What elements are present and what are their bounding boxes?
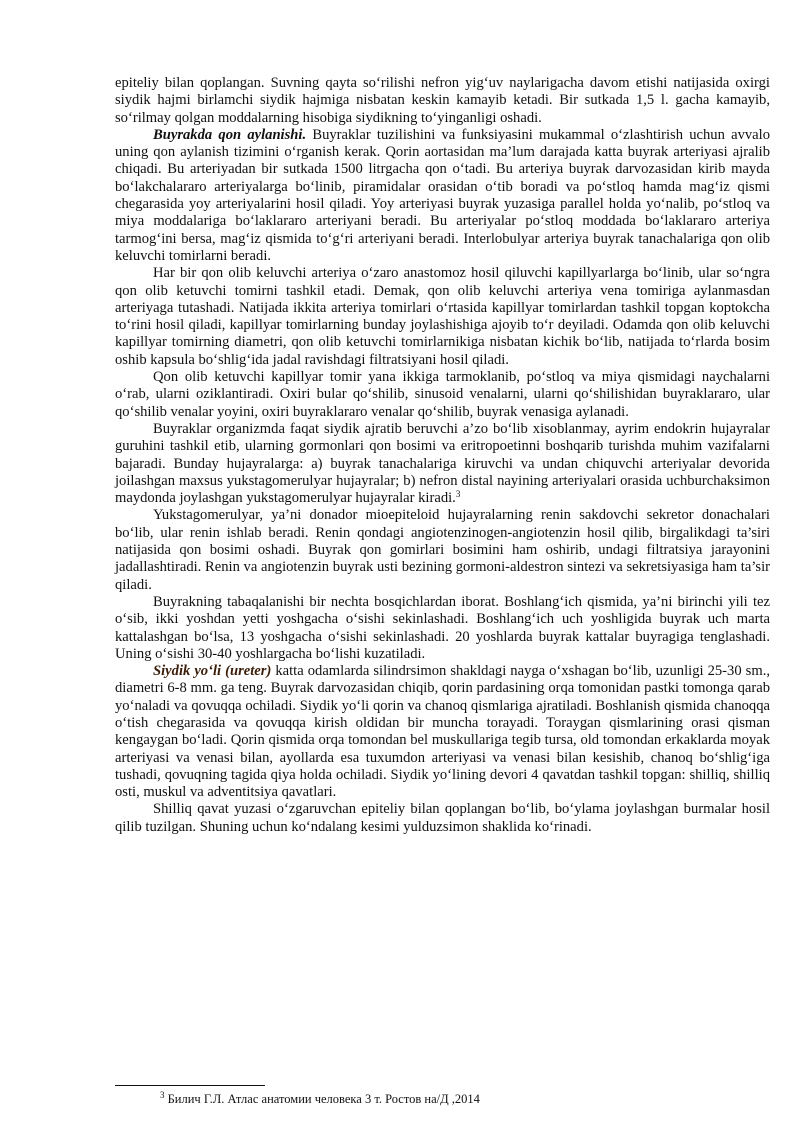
paragraph-5-text: Buyraklar organizmda faqat siydik ajratib beruvchi a’zo bo‘lib xisoblanmay, ayrim endokrin hujayralar guruhini tashkil etib, ularning gormonlari qon bosimi va eritropoetinni boshqarib turishda muhim vazifalarni bajaradi. Bunday hujayralarga: a) buyrak tanachalariga kiruvchi va undan chiquvchi arteriyalar devorida joilashgan maxsus yukstagomerulyar hujayralar; b) nefron distal nayining arteriyalari orasida uchburchaksimon maydonda joylashgan yukstagomerulyar hujayralar kiradi. — [115, 420, 770, 507]
paragraph-9-text: Shilliq qavat yuzasi o‘zgaruvchan epiteliy bilan qoplangan bo‘lib, bo‘ylama joylashgan burmalar hosil qilib tuzilgan. Shuning uchun ko‘ndalang kesimi yulduzsimon shaklida ko‘rinadi. — [115, 801, 770, 835]
footnote-divider — [115, 1085, 265, 1086]
paragraph-6 — [115, 507, 770, 593]
footnote — [160, 1092, 760, 1107]
footnote-text: Билич Г.Л. Атлас анатомии человека 3 т. Ростов на/Д ,2014 — [164, 1092, 480, 1106]
footnote-reference: 3 — [455, 489, 461, 500]
paragraph-7-text: Buyrakning tabaqalanishi bir nechta bosqichlardan iborat. Boshlang‘ich qismida, ya’ni birinchi yili tez o‘sib, ikki yoshdan yetti yoshgacha o‘sishi sekinlashadi. Boshlang‘ich uch yoshligida buyrak uch marta kattalashgan bo‘lsa, 13 yoshgacha o‘sishi sekinlashadi. 20 yoshlarda buyrak kattalar buyragiga tenglashadi. Uning o‘sishi 30-40 yoshlargacha bo‘lishi kuzatiladi. — [115, 593, 770, 662]
section-heading-ureter: Siydik yo‘li (ureter) — [153, 663, 272, 680]
paragraph-3-text: Har bir qon olib keluvchi arteriya o‘zaro anastomoz hosil qiluvchi kapillyarlarga bo‘linib, ular so‘ngra qon olib ketuvchi tomirni tashkil etadi. Demak, qon olib keluvchi arteriya vena tomiriga aylanmasdan arteriyaga tutashadi. Natijada ikkita arteriya tomirlari o‘rtasida kapillyar tomirlardan tashkil topgan koptokcha to‘rini hosil qiladi, kapillyar tomirlarning bunday joylashishiga ajoyib to‘r deyiladi. Odamda qon olib keluvchi kapillyar tomirning diametri, qon olib ketuvchi tomirlarnikiga nisbatan kichik bo‘lib, natijada to‘rlarda bosim oshib kapsula bo‘shlig‘ida jadal ravishdagi filtratsiyani hosil qiladi. — [115, 265, 770, 368]
paragraph-4-text: Qon olib ketuvchi kapillyar tomir yana ikkiga tarmoklanib, po‘stloq va miya qismidagi naychalarni o‘rab, ularni oziklantiradi. Oxiri bular qo‘shilib, sinusoid venalarni, ularni qo‘shilishidan buyraklararo, ular qo‘shilib venalar yoyini, oxiri buyraklararo venalar qo‘shilib, buyrak venasiga aylanadi. — [115, 369, 770, 420]
paragraph-7 — [115, 594, 770, 663]
paragraph-2-text: Buyraklar tuzilishini va funksiyasini mukammal o‘zlashtirish uchun avvalo uning qon aylanish tizimini o‘rganish kerak. Qorin aortasidan ma’lum darajada katta buyrak arteriyasi ajralib chiqadi. Bu arteriyadan bir sutkada 1500 litrgacha qon o‘tadi. Bu arteriya buyrak darvozasidan kirib mayda bo‘lakchalararo arteriyalarga bo‘linib, piramidalar orasidan o‘tib boradi va po‘stloq hamda mag‘iz qismi chegarasida yoy arteriyalarini hosil qiladi. Yoy arteriyasi buyrak yuzasiga parallel holda yo‘nalib, po‘stloq va miya moddalariga bo‘laklararo arteriyani beradi. Bu arteriyalar po‘stloq moddada bo‘laklararo arteriya tarmog‘ini bersa, mag‘iz qismida to‘g‘ri arteriyani beradi. Interlobulyar arteriya buyrak tanachalariga qon olib keluvchi tomirlarni beradi. — [115, 126, 770, 264]
paragraph-8 — [115, 663, 770, 801]
section-heading-blood-circulation: Buyrakda qon aylanishi. — [153, 126, 307, 143]
document-body — [115, 75, 770, 836]
paragraph-8-text: katta odamlarda silindrsimon shakldagi nayga o‘xshagan bo‘lib, uzunligi 25-30 sm., diametri 6-8 mm. ga teng. Buyrak darvozasidan chiqib, qorin pardasining orqa tomonidan pastki tomonga qarab yo‘naladi va qovuqqa ochiladi. Siydik yo‘li qorin va chanoq qismlariga ajratiladi. Boshlanish qismida chanoqqa o‘tish chegarasida va qovuqqa kirish oldidan bir muncha torayadi. Toraygan qismlarining orasi qisman kengaygan bo‘ladi. Qorin qismida orqa tomondan bel muskullariga tegib tursa, old tomondan erkaklarda moyak arteriyasi va venasi bilan, ayollarda esa tuxumdon arteriyasi va venasi bilan kesishib, chanoq bo‘shlig‘iga tushadi, qovuqning tagida qiya holda ochiladi. Siydik yo‘lining devori 4 qavatdan tashkil topgan: shilliq, shilliq osti, muskul va adventitsiya qavatlari. — [115, 663, 770, 801]
paragraph-1 — [115, 75, 770, 127]
paragraph-3 — [115, 265, 770, 369]
paragraph-2 — [115, 127, 770, 265]
paragraph-4 — [115, 369, 770, 421]
paragraph-1-text: epiteliy bilan qoplangan. Suvning qayta so‘rilishi nefron yig‘uv naylarigacha davom etishi natijasida oxirgi siydik hajmi birlamchi siydik hajmiga nisbatan keskin kamayib ketadi. Bir sutkada 1,5 l. gacha kamayib, so‘rilmay qolgan moddalarning hisobiga siydikning to‘yinganligi oshadi. — [115, 75, 770, 126]
paragraph-5 — [115, 421, 770, 507]
paragraph-9 — [115, 801, 770, 836]
footnote-mark: 3 — [160, 1090, 165, 1100]
paragraph-6-text: Yukstagomerulyar, ya’ni donador mioepiteloid hujayralarning renin sakdovchi sekretor donachalari bo‘lib, ular renin ishlab beradi. Renin qondagi angiotenzinogen-angiotenzin hosil qilib, birgalikdagi ta’siri natijasida qon bosimi oshadi. Buyrak qon gomirlari bosimini ham oshirib, undagi filtratsiya jarayonini jadallashtiradi. Renin va angiotenzin buyrak usti bezining gormoni-aldestron sintezi va sekretsiyasiga ham ta’sir qiladi. — [115, 507, 770, 593]
